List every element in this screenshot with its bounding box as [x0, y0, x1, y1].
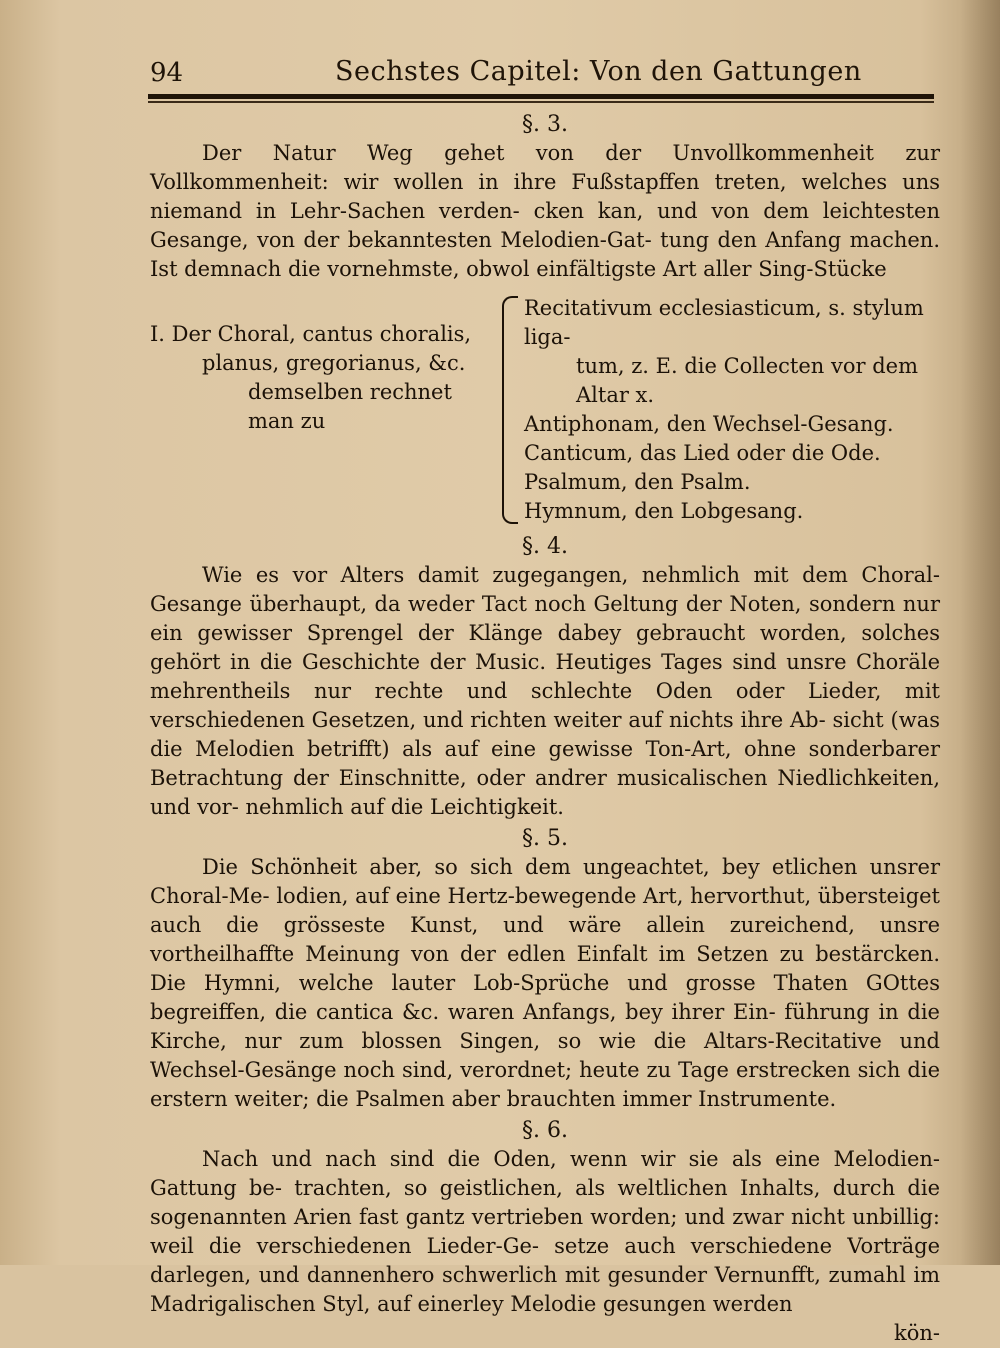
text-line: sicht (was die Melodien betrifft) als auf eine gewisse Ton-Art, ohne sonderbarer [150, 708, 940, 761]
text-line: Nach und nach sind die Oden, wenn wir sie als eine Melodien-Gattung be- [150, 1147, 940, 1200]
text-line: Wie es vor Alters damit zugegangen, nehmlich mit dem Choral-Gesange [150, 563, 940, 616]
choral-heading [150, 294, 502, 526]
catchword: kön- [894, 1321, 940, 1345]
choral-classification [150, 294, 940, 526]
text-line: Vernunfft, zumahl im Madrigalischen Styl, auf einerley Melodie gesungen werden [150, 1263, 940, 1316]
text-line: Oden oder Lieder, mit verschiedenen Gesetzen, und richten weiter auf nichts ihre Ab- [150, 679, 940, 732]
choral-list-item: tum, z. E. die Collecten vor dem Altar x. [576, 354, 918, 407]
choral-list-item: Canticum, das Lied oder die Ode. [524, 441, 881, 465]
text-line: lodien, auf eine Hertz-bewegende Art, hervorthut, übersteiget auch die grösseste [150, 884, 941, 937]
choral-list-item: Antiphonam, den Wechsel-Gesang. [524, 412, 894, 436]
text-line: Kunst, und wäre allein zureichend, unsre vortheilhaffte Meinung von der edlen [150, 913, 940, 966]
choral-heading-line: I. Der Choral, cantus choralis, [150, 322, 472, 346]
running-head [150, 52, 940, 92]
section-mark-3: §. 3. [522, 112, 568, 137]
text-line: überhaupt, da weder Tact noch Geltung der Noten, sondern nur ein gewisser [150, 592, 940, 645]
text-line: setze auch verschiedene Vorträge darlegen, und dannenhero schwerlich mit gesunder [150, 1234, 940, 1287]
text-line: nehmlich auf die Leichtigkeit. [245, 795, 564, 819]
choral-list-item: Psalmum, den Psalm. [524, 470, 751, 494]
section-mark-6: §. 6. [522, 1118, 568, 1143]
paragraph-6 [150, 1145, 940, 1319]
text-line: weiter; die Psalmen aber brauchten immer Instrumente. [234, 1087, 837, 1111]
page-number: 94 [150, 58, 184, 88]
body-text [150, 108, 940, 1348]
header-rule-thin [148, 101, 934, 103]
choral-list [524, 294, 940, 526]
choral-list-item: Hymnum, den Lobgesang. [524, 499, 804, 523]
choral-heading-line: demselben rechnet man zu [248, 380, 452, 433]
text-line: Der Natur Weg gehet von der Unvollkommenheit zur Vollkommenheit: wir [150, 141, 940, 194]
text-line: Einfalt im Setzen zu bestärcken. Die Hymni, welche lauter Lob-Sprüche und [150, 942, 940, 995]
text-line: cken kan, und von dem leichtesten Gesange, von der bekanntesten Melodien-Gat- [150, 199, 940, 252]
chapter-title: Sechstes Capitel: Von den Gattungen [335, 56, 862, 87]
curly-brace [502, 296, 518, 524]
text-line: führung in die Kirche, nur zum blossen Singen, so wie die Altars-Recitative und [150, 1000, 940, 1053]
choral-heading-line: planus, gregorianus, &c. [202, 351, 466, 375]
text-line: Music. Heutiges Tages sind unsre Choräle mehrentheils nur rechte und schlechte [150, 650, 940, 703]
text-line: Sprengel der Klänge dabey gebraucht worden, solches gehört in die Geschichte der [150, 621, 940, 674]
paragraph-4 [150, 561, 940, 822]
text-line: tung den Anfang machen. Ist demnach die vornehmste, obwol einfältigste Art aller [150, 228, 940, 281]
text-line: grosse Thaten GOttes begreiffen, die cantica &c. waren Anfangs, bey ihrer Ein- [150, 971, 940, 1024]
section-mark-5: §. 5. [522, 826, 568, 851]
text-line: gantz vertrieben worden; und zwar nicht unbillig: weil die verschiedenen Lieder-Ge- [150, 1205, 940, 1258]
text-line: Betrachtung der Einschnitte, oder andrer musicalischen Niedlichkeiten, und vor- [150, 766, 940, 819]
text-line: Sing-Stücke [758, 257, 887, 281]
page-gutter-shadow [960, 0, 1000, 1265]
paragraph-3 [150, 139, 940, 284]
choral-list-item: Recitativum ecclesiasticum, s. stylum liga- [524, 296, 924, 349]
text-line: wollen in ihre Fußstapffen treten, welches uns niemand in Lehr-Sachen verden- [150, 170, 940, 223]
text-line: Wechsel-Gesänge noch sind, verordnet; heute zu Tage erstrecken sich die erstern [150, 1058, 940, 1111]
text-line: trachten, so geistlichen, als weltlichen Inhalts, durch die sogenannten Arien fast [150, 1176, 940, 1229]
text-line: Die Schönheit aber, so sich dem ungeachtet, bey etlichen unsrer Choral-Me- [150, 855, 940, 908]
header-rule [148, 94, 934, 99]
section-mark-4: §. 4. [522, 534, 568, 559]
paragraph-5 [150, 853, 940, 1114]
